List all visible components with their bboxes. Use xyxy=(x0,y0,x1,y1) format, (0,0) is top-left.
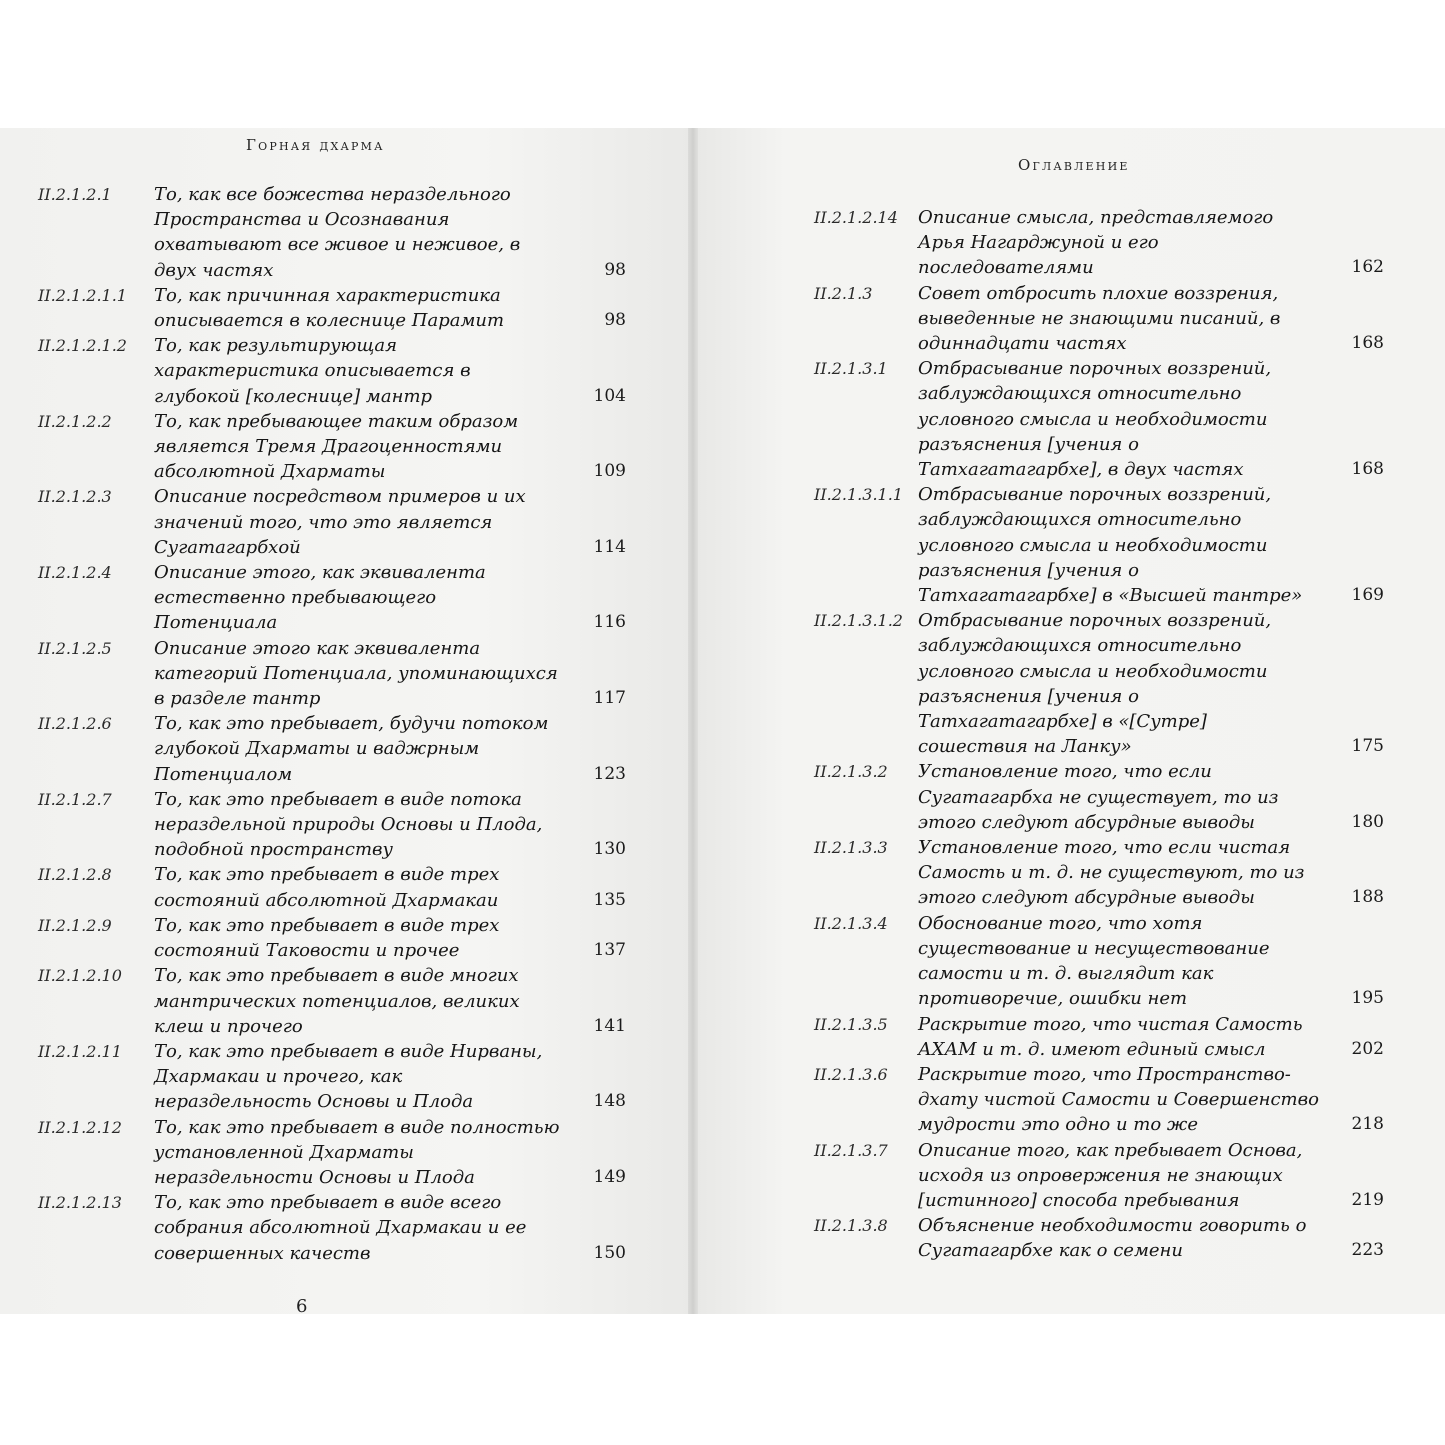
toc-entry-page: 116 xyxy=(593,612,626,633)
toc-entry-number: II.2.1.2.1.1 xyxy=(38,285,127,305)
toc-entry-number: II.2.1.3 xyxy=(814,283,873,303)
toc-entry-page: 169 xyxy=(1351,585,1384,606)
toc-entry-page: 180 xyxy=(1351,811,1384,832)
toc-entry xyxy=(38,636,630,712)
toc-entry-number: II.2.1.2.3 xyxy=(38,487,112,507)
toc-entry-page: 123 xyxy=(593,763,626,784)
toc-entry-title: Описание посредством примеров и их значений того, что это является Сугатагарбхой xyxy=(154,486,526,558)
toc-entry-title: Раскрытие того, что чистая Самость АХАМ и т. д. имеют единый смысл xyxy=(918,1013,1303,1060)
toc-entry-page: 188 xyxy=(1351,887,1384,908)
toc-entry-number: II.2.1.3.2 xyxy=(814,762,888,782)
toc-entry-page: 175 xyxy=(1351,736,1384,757)
toc-entry-number: II.2.1.3.6 xyxy=(814,1064,888,1084)
toc-entry-title: Описание этого, как эквивалента естественно пребывающего Потенциала xyxy=(154,562,486,634)
toc-entry-number: II.2.1.3.1.1 xyxy=(814,485,903,505)
toc-entry xyxy=(38,963,630,1039)
toc-entry xyxy=(814,1213,1384,1263)
toc-entry xyxy=(38,409,630,485)
toc-entry-page: 104 xyxy=(593,385,626,406)
toc-entry-title: Описание смысла, представляемого Арья Нагарджуной и его последователями xyxy=(918,207,1274,279)
toc-entry xyxy=(38,1039,630,1115)
toc-entry-page: 150 xyxy=(593,1242,626,1263)
left-toc-list xyxy=(38,182,630,1266)
toc-entry-title: Раскрытие того, что Пространство-дхату чистой Самости и Совершенство мудрости это одно и то же xyxy=(918,1063,1319,1136)
toc-entry xyxy=(38,913,630,963)
toc-entry-number: II.2.1.2.6 xyxy=(38,714,112,734)
toc-entry-page: 135 xyxy=(593,889,626,910)
toc-entry-title: То, как это пребывает в виде трех состояний Таковости и прочее xyxy=(154,914,500,962)
toc-entry-page: 114 xyxy=(593,536,626,557)
toc-entry-title: Описание того, как пребывает Основа, исходя из опровержения не знающих [истинного] способа пребывания xyxy=(918,1139,1303,1211)
toc-entry xyxy=(38,711,630,787)
toc-entry-title: Установление того, что если Сугатагарбха не существует, то из этого следуют абсурдные выводы xyxy=(918,761,1279,833)
toc-entry-page: 149 xyxy=(593,1166,626,1187)
toc-entry-page: 168 xyxy=(1351,333,1384,354)
toc-entry-number: II.2.1.3.7 xyxy=(814,1140,888,1160)
toc-entry-page: 223 xyxy=(1351,1240,1384,1261)
toc-entry-title: То, как это пребывает в виде всего собрания абсолютной Дхармакаи и ее совершенных качеств xyxy=(154,1192,527,1264)
page-number: 6 xyxy=(296,1296,308,1317)
toc-entry-number: II.2.1.3.1 xyxy=(814,359,888,379)
toc-entry-title: Объяснение необходимости говорить о Сугатагарбхе как о семени xyxy=(918,1215,1307,1262)
toc-entry-number: II.2.1.3.8 xyxy=(814,1216,888,1236)
toc-entry xyxy=(814,911,1384,1012)
toc-entry-page: 130 xyxy=(593,839,626,860)
toc-entry xyxy=(814,281,1384,357)
toc-entry-page: 202 xyxy=(1351,1038,1384,1059)
toc-entry-number: II.2.1.2.14 xyxy=(814,208,898,227)
toc-entry-title: Отбрасывание порочных воззрений, заблуждающихся относительно условного смысла и необходимости разъяснения [учения о Татхагатагарбхе], в двух частях xyxy=(918,358,1272,481)
book-gutter xyxy=(688,128,698,1314)
toc-entry-page: 148 xyxy=(593,1091,626,1112)
toc-entry xyxy=(38,1190,630,1266)
toc-entry-number: II.2.1.2.5 xyxy=(38,638,112,658)
toc-entry-page: 218 xyxy=(1351,1114,1384,1135)
toc-entry-title: Отбрасывание порочных воззрений, заблуждающихся относительно условного смысла и необходимости разъяснения [учения о Татхагатагарбхе] в «Высшей тантре» xyxy=(918,484,1303,607)
toc-entry xyxy=(38,862,630,912)
toc-entry-title: Установление того, что если чистая Самость и т. д. не существуют, то из этого следуют абсурдные выводы xyxy=(918,837,1305,909)
toc-entry-title: То, как причинная характеристика описывается в колеснице Парамит xyxy=(154,284,505,332)
toc-entry xyxy=(814,835,1384,911)
toc-entry-page: 98 xyxy=(604,259,626,280)
toc-entry-number: II.2.1.2.1.2 xyxy=(38,336,127,356)
toc-entry-page: 162 xyxy=(1351,257,1384,278)
toc-entry-title: То, как это пребывает, будучи потоком глубокой Дхарматы и ваджрным Потенциалом xyxy=(154,713,549,785)
left-running-head: Горная дхарма xyxy=(246,136,385,154)
toc-entry-number: II.2.1.3.1.2 xyxy=(814,611,903,631)
toc-entry-page: 137 xyxy=(593,940,626,961)
toc-entry-number: II.2.1.2.13 xyxy=(38,1193,122,1213)
toc-entry-number: II.2.1.2.4 xyxy=(38,563,112,583)
toc-entry xyxy=(814,759,1384,835)
toc-entry xyxy=(38,484,630,560)
toc-entry xyxy=(38,560,630,636)
toc-entry xyxy=(814,356,1384,482)
toc-entry-number: II.2.1.2.7 xyxy=(38,789,112,809)
toc-entry-number: II.2.1.3.4 xyxy=(814,913,888,933)
toc-entry xyxy=(814,205,1384,281)
toc-entry-page: 168 xyxy=(1351,459,1384,480)
toc-entry xyxy=(38,283,630,333)
toc-entry-title: То, как это пребывает в виде многих мантрических потенциалов, великих клеш и прочего xyxy=(154,965,520,1037)
toc-entry-number: II.2.1.2.10 xyxy=(38,966,122,986)
toc-entry-number: II.2.1.2.11 xyxy=(38,1041,122,1061)
toc-entry-title: То, как результирующая характеристика описывается в глубокой [колеснице] мантр xyxy=(154,335,471,407)
toc-entry xyxy=(814,608,1384,759)
toc-entry xyxy=(38,787,630,863)
toc-entry-number: II.2.1.2.9 xyxy=(38,915,112,935)
toc-entry xyxy=(814,1138,1384,1214)
right-running-head: Оглавление xyxy=(1018,156,1130,174)
toc-entry-page: 117 xyxy=(593,688,626,709)
toc-entry-number: II.2.1.2.2 xyxy=(38,411,112,431)
toc-entry-title: То, как это пребывает в виде потока нераздельной природы Основы и Плода, подобной пространству xyxy=(154,788,543,861)
toc-entry xyxy=(38,182,630,283)
toc-entry-title: Описание этого как эквивалента категорий Потенциала, упоминающихся в разделе тантр xyxy=(154,637,558,710)
toc-entry xyxy=(814,482,1384,608)
toc-entry-title: Обоснование того, что хотя существование и несуществование самости и т. д. выглядит как противоречие, ошибки нет xyxy=(918,912,1270,1010)
toc-entry-number: II.2.1.2.12 xyxy=(38,1117,122,1137)
toc-entry-number: II.2.1.2.1 xyxy=(38,185,112,204)
toc-entry-title: То, как это пребывает в виде Нирваны, Дхармакаи и прочего, как нераздельность Основы и Плода xyxy=(154,1040,543,1113)
toc-entry-number: II.2.1.3.3 xyxy=(814,838,888,858)
toc-entry-page: 195 xyxy=(1351,988,1384,1009)
right-toc-list xyxy=(814,205,1384,1264)
toc-entry-page: 219 xyxy=(1351,1189,1384,1210)
toc-entry-title: Совет отбросить плохие воззрения, выведенные не знающими писаний, в одиннадцати частях xyxy=(918,282,1281,355)
toc-entry-title: Отбрасывание порочных воззрений, заблуждающихся относительно условного смысла и необходимости разъяснения [учения о Татхагатагарбхе] в «[Сутре] сошествия на Ланку» xyxy=(918,610,1272,758)
toc-entry xyxy=(814,1062,1384,1138)
toc-entry-number: II.2.1.3.5 xyxy=(814,1014,888,1034)
toc-entry-number: II.2.1.2.8 xyxy=(38,865,112,885)
toc-entry xyxy=(38,1115,630,1191)
toc-entry-title: То, как это пребывает в виде трех состояний абсолютной Дхармакаи xyxy=(154,864,500,911)
toc-entry-page: 98 xyxy=(604,310,626,331)
toc-entry-title: То, как это пребывает в виде полностью установленной Дхарматы нераздельности Основы и Плода xyxy=(154,1116,560,1188)
toc-entry xyxy=(814,1012,1384,1062)
toc-entry-page: 109 xyxy=(593,461,626,482)
toc-entry xyxy=(38,333,630,409)
toc-entry-page: 141 xyxy=(593,1015,626,1036)
toc-entry-title: То, как пребывающее таким образом является Тремя Драгоценностями абсолютной Дхарматы xyxy=(154,410,519,483)
toc-entry-title: То, как все божества нераздельного Пространства и Осознавания охватывают все живое и неживое, в двух частях xyxy=(154,184,521,281)
